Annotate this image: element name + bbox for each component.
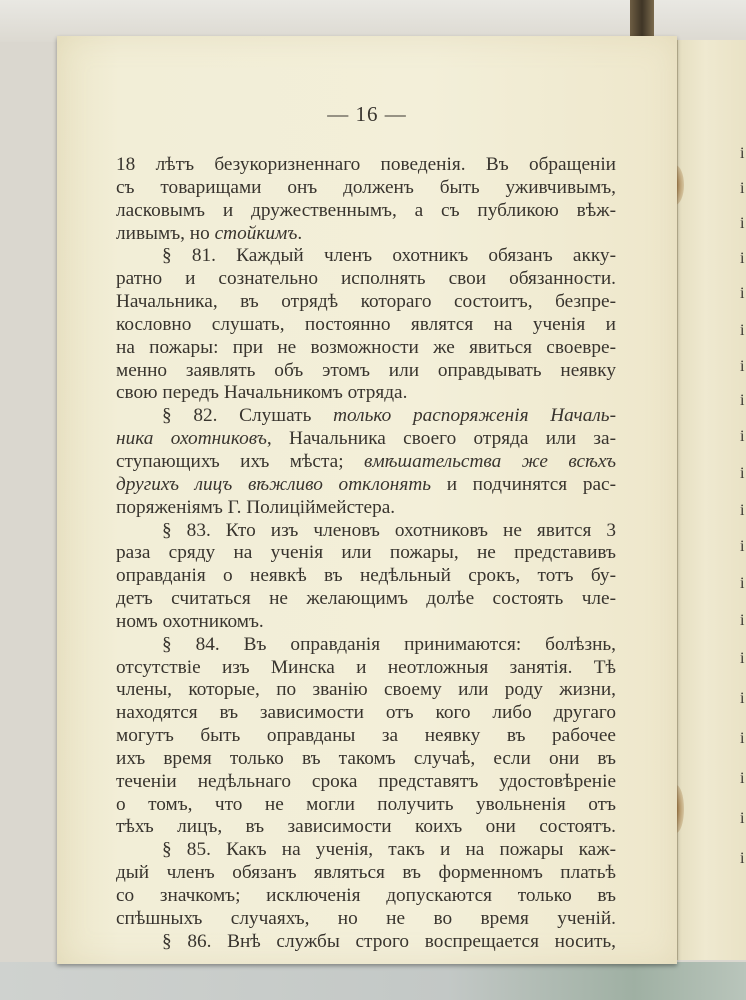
text-line [116,223,616,246]
text-span: о томъ, что не могли получить увольненія отъ [116,793,616,815]
text-span: Начальника, въ отрядѣ котораго состоитъ, безпре- [116,291,616,313]
next-page-fragment: і [740,465,745,482]
page-text [116,154,616,954]
italic-text: только распоряженія Началь- [333,405,616,427]
text-line [116,337,616,360]
italic-text: вмѣшательства же всѣхъ [364,450,616,472]
next-page-fragment: і [740,650,745,667]
text-span: § 85. Какъ на ученія, такъ и на пожары каж- [162,839,616,861]
text-span: члены, которые, по званію своему или роду жизни, [116,679,616,701]
next-page-fragment: і [740,502,745,519]
text-span: со значкомъ; исключенія допускаются только въ [116,885,616,906]
next-page-fragment: і [740,250,745,267]
book-spine [630,0,654,40]
text-line [116,268,616,291]
text-line [116,885,616,908]
text-span: номъ охотникомъ. [116,610,264,632]
text-line [116,816,616,839]
text-span: § 83. Кто изъ членовъ охотниковъ не явится 3 [162,519,616,541]
text-line [116,771,616,794]
text-line [116,154,616,177]
text-line [116,428,616,451]
text-line [116,360,616,383]
text-span: тѣхъ лицъ, въ зависимости коихъ они состоятъ. [116,816,616,838]
text-line [116,497,616,520]
text-line [116,725,616,748]
adjacent-page-edge [677,40,746,960]
text-span: находятся въ зависимости отъ кого либо другаго [116,702,616,724]
text-span: § 82. Слушать [162,405,334,427]
next-page-fragment: і [740,850,745,867]
text-line [116,291,616,314]
next-page-fragment: і [740,575,745,592]
text-line [116,862,616,885]
text-line [116,657,616,680]
text-span: § 86. Внѣ службы строго воспрещается носить, [162,930,616,952]
text-span: съ товарищами онъ долженъ быть уживчивымъ, [116,176,616,198]
text-span: менно заявлять объ этомъ или оправдывать неявку [116,359,616,381]
text-line [116,748,616,771]
next-page-fragment: і [740,690,745,707]
text-span: ливымъ, но [116,222,215,244]
next-page-fragment: і [740,145,745,162]
text-span: свою передъ Начальникомъ отряда. [116,382,408,404]
next-page-fragment: і [740,215,745,232]
text-span: ратно и сознательно исполнять свои обязанности. [116,268,616,290]
text-line [116,702,616,725]
text-line [116,451,616,474]
text-span: спѣшныхъ случаяхъ, но не во время ученій. [116,907,616,929]
text-line [116,314,616,337]
text-line [116,245,616,268]
next-page-fragment: і [740,180,745,197]
next-page-fragment: і [740,810,745,827]
text-span: отсутствіе изъ Минска и неотложныя занятія. Тѣ [116,656,616,678]
next-page-fragment: і [740,538,745,555]
text-line [116,588,616,611]
text-line [116,565,616,588]
text-span: раза сряду на ученія или пожары, не представивъ [116,542,616,564]
text-span: 18 лѣтъ безукоризненнаго поведенія. Въ обращеніи [116,154,616,175]
text-span: оправданія о неявкѣ въ недѣльный срокъ, тотъ бу- [116,565,616,587]
text-span: ступающихъ ихъ мѣста; [116,450,364,472]
text-line [116,405,616,428]
text-span: на пожары: при не возможности же явиться своевре- [116,336,616,358]
text-line [116,382,616,405]
text-line [116,634,616,657]
text-line [116,611,616,634]
text-span: и подчинятся рас- [431,473,616,495]
text-line [116,679,616,702]
next-page-fragment: і [740,285,745,302]
text-line [116,908,616,931]
text-line [116,794,616,817]
text-span: детъ считаться не желающимъ долѣе состоять чле- [116,588,616,610]
book-page [57,36,677,964]
italic-text: ника охотниковъ [116,428,267,450]
text-span: . [297,222,303,244]
text-span: § 84. Въ оправданія принимаются: болѣзнь, [162,633,616,655]
text-span: ихъ время только въ такомъ случаѣ, если они въ [116,747,616,769]
next-page-fragment: і [740,322,745,339]
text-span: кословно слушать, постоянно являтся на ученія и [116,313,616,335]
italic-text: другихъ лицъ вѣжливо отклонять [116,473,432,495]
text-span: дый членъ обязанъ являться въ форменномъ платьѣ [116,862,616,884]
next-page-fragment: і [740,428,745,445]
text-line [116,542,616,565]
page-number: — 16 — [327,102,407,126]
italic-text: стойкимъ [214,222,298,244]
text-span: могутъ быть оправданы за неявку въ рабочее [116,725,616,747]
text-span: § 81. Каждый членъ охотникъ обязанъ акку- [162,245,616,267]
next-page-fragment: і [740,730,745,747]
text-span: , Начальника своего отряда или за- [266,428,616,450]
text-span: теченіи недѣльнаго срока представятъ удостовѣреніе [116,770,616,792]
next-page-fragment: і [740,392,745,409]
next-page-fragment: і [740,358,745,375]
text-line [116,200,616,223]
next-page-fragment: і [740,612,745,629]
text-line [116,839,616,862]
text-line [116,474,616,497]
text-line [116,177,616,200]
text-line [116,931,616,954]
text-span: поряженіямъ Г. Полиціймейстера. [116,496,396,518]
next-page-fragment: і [740,770,745,787]
text-span: ласковымъ и дружественнымъ, а съ публикою вѣж- [116,199,616,221]
background-bottom [0,962,746,1000]
text-line [116,520,616,543]
